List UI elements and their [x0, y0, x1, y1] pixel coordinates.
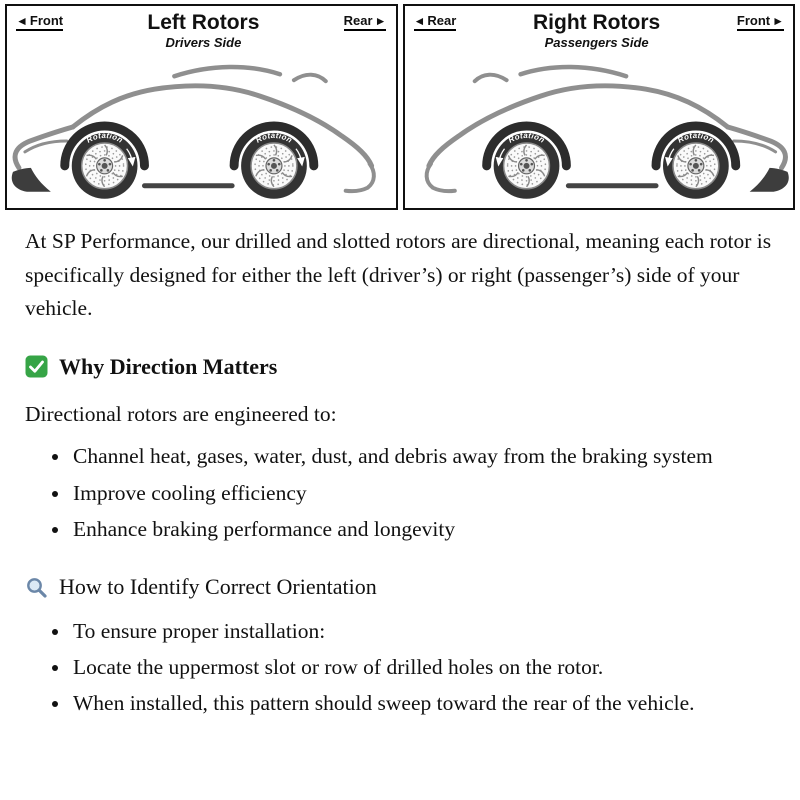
- search-icon: [25, 576, 48, 599]
- panel-subtitle: Passengers Side: [544, 35, 649, 51]
- rear-direction-label: [414, 13, 457, 31]
- rotation-label: Rotation: [254, 131, 294, 145]
- check-icon: [25, 355, 48, 378]
- bullet-item: • To ensure proper installation:: [71, 615, 775, 648]
- rotation-label: Rotation: [675, 131, 716, 145]
- arrow-left-icon: ◄: [16, 13, 28, 28]
- right-rotors-panel: [403, 4, 796, 210]
- panel-titles: [147, 11, 259, 50]
- panel-titles: [533, 11, 660, 50]
- arrow-right-icon: ►: [374, 13, 387, 28]
- direction-text: Rear: [343, 13, 373, 28]
- panel-header: [7, 6, 396, 50]
- section-title-text: How to Identify Correct Orientation: [59, 574, 377, 600]
- car-sketch-right: [405, 54, 794, 204]
- bullet-item: • Locate the uppermost slot or row of drilled holes on the rotor.: [71, 651, 775, 684]
- section-title-text: Why Direction Matters: [59, 353, 278, 379]
- arrow-left-icon: ◄: [413, 13, 426, 28]
- intro-paragraph: At SP Performance, our drilled and slotted rotors are directional, meaning each rotor is specifically designed for either the left (driver’s) or right (passenger’s) side of your vehicle.: [25, 229, 772, 321]
- bullet-item: • Enhance braking performance and longevity: [71, 513, 775, 546]
- section-lead: Directional rotors are engineered to:: [25, 402, 337, 427]
- section-title-why-direction-matters: [25, 353, 775, 382]
- bullet-item: • When installed, this pattern should sweep toward the rear of the vehicle.: [71, 687, 775, 720]
- panel-title: Right Rotors: [533, 11, 661, 34]
- panel-subtitle: Drivers Side: [165, 35, 242, 51]
- front-direction-label: [16, 13, 63, 31]
- article: [0, 225, 800, 721]
- car-sketch-left: [7, 54, 396, 204]
- benefits-list: [25, 440, 775, 546]
- direction-text: Front: [29, 13, 64, 28]
- section-title-identify-orientation: [25, 573, 775, 602]
- rotor-direction-diagram: [0, 0, 800, 210]
- rear-direction-label: [344, 13, 387, 31]
- left-rotors-panel: [5, 4, 398, 210]
- front-direction-label: [737, 13, 784, 31]
- direction-text: Front: [736, 13, 771, 28]
- panel-header: [405, 6, 794, 50]
- bullet-item: • Channel heat, gases, water, dust, and debris away from the braking system: [71, 440, 775, 473]
- bullet-item: • Improve cooling efficiency: [71, 477, 775, 510]
- orientation-list: [25, 615, 775, 721]
- rotation-label: Rotation: [506, 131, 546, 145]
- arrow-right-icon: ►: [772, 13, 784, 28]
- panel-title: Left Rotors: [147, 11, 260, 34]
- direction-text: Rear: [427, 13, 457, 28]
- rotation-label: Rotation: [84, 131, 125, 145]
